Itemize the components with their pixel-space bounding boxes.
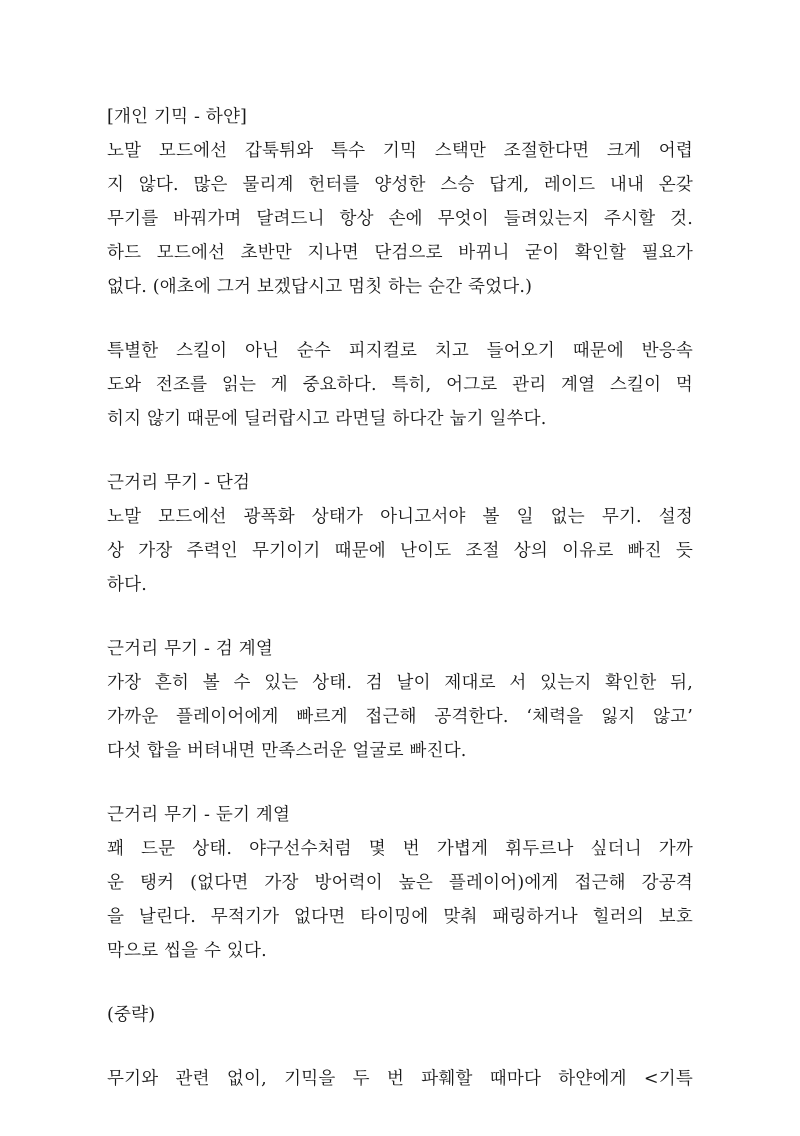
text-line: 도와 전조를 읽는 게 중요하다. 특히, 어그로 관리 계열 스킬이 먹 — [107, 375, 693, 395]
text-line: 상 가장 주력인 무기이기 때문에 난이도 조절 상의 이유로 빠진 듯 — [107, 541, 693, 561]
section-heading: 근거리 무기 - 검 계열 — [107, 639, 274, 659]
text-line: 막으로 씹을 수 있다. — [107, 941, 267, 961]
text-line: 하다. — [107, 575, 147, 595]
section-heading: 근거리 무기 - 단검 — [107, 473, 251, 493]
omission-marker: (중략) — [107, 1005, 156, 1025]
text-line: 꽤 드문 상태. 야구선수처럼 몇 번 가볍게 휘두르나 싶더니 가까 — [107, 839, 693, 859]
section-heading: 근거리 무기 - 둔기 계열 — [107, 805, 291, 825]
document-page — [107, 100, 693, 1126]
text-line: 다섯 합을 버텨내면 만족스러운 얼굴로 빠진다. — [107, 741, 467, 761]
paragraph-sword — [107, 632, 693, 768]
paragraph-closing — [107, 1062, 693, 1096]
text-line: 없다. (애초에 그거 보겠답시고 멈칫 하는 순간 죽었다.) — [107, 277, 533, 297]
text-line: 특별한 스킬이 아닌 순수 피지컬로 치고 들어오기 때문에 반응속 — [107, 341, 693, 361]
section-heading: [개인 기믹 - 하얀] — [107, 107, 248, 127]
text-line: 을 날린다. 무적기가 없다면 타이밍에 맞춰 패링하거나 힐러의 보호 — [107, 907, 693, 927]
paragraph-gimmick-intro — [107, 100, 693, 304]
text-line: 하드 모드에선 초반만 지나면 단검으로 바뀌니 굳이 확인할 필요가 — [107, 243, 693, 263]
paragraph-blunt — [107, 798, 693, 968]
text-line: 히지 않기 때문에 딜러랍시고 라면딜 하다간 눕기 일쑤다. — [107, 409, 547, 429]
text-line: 지 않다. 많은 물리계 헌터를 양성한 스승 답게, 레이드 내내 온갖 — [107, 175, 693, 195]
text-line: 노말 모드에선 갑툭튀와 특수 기믹 스택만 조절한다면 크게 어렵 — [107, 141, 693, 161]
text-line: 무기를 바꿔가며 달려드니 항상 손에 무엇이 들려있는지 주시할 것. — [107, 209, 693, 229]
text-line: 노말 모드에선 광폭화 상태가 아니고서야 볼 일 없는 무기. 설정 — [107, 507, 693, 527]
text-line: 운 탱커 (없다면 가장 방어력이 높은 플레이어)에게 접근해 강공격 — [107, 873, 693, 893]
paragraph-dagger — [107, 466, 693, 602]
text-line: 무기와 관련 없이, 기믹을 두 번 파훼할 때마다 하얀에게 <기특 — [107, 1069, 693, 1089]
text-line: 가장 흔히 볼 수 있는 상태. 검 날이 제대로 서 있는지 확인한 뒤, — [107, 673, 693, 693]
paragraph-physical — [107, 334, 693, 436]
paragraph-omitted — [107, 998, 693, 1032]
text-line: 가까운 플레이어에게 빠르게 접근해 공격한다. ‘체력을 잃지 않고’ — [107, 707, 693, 727]
